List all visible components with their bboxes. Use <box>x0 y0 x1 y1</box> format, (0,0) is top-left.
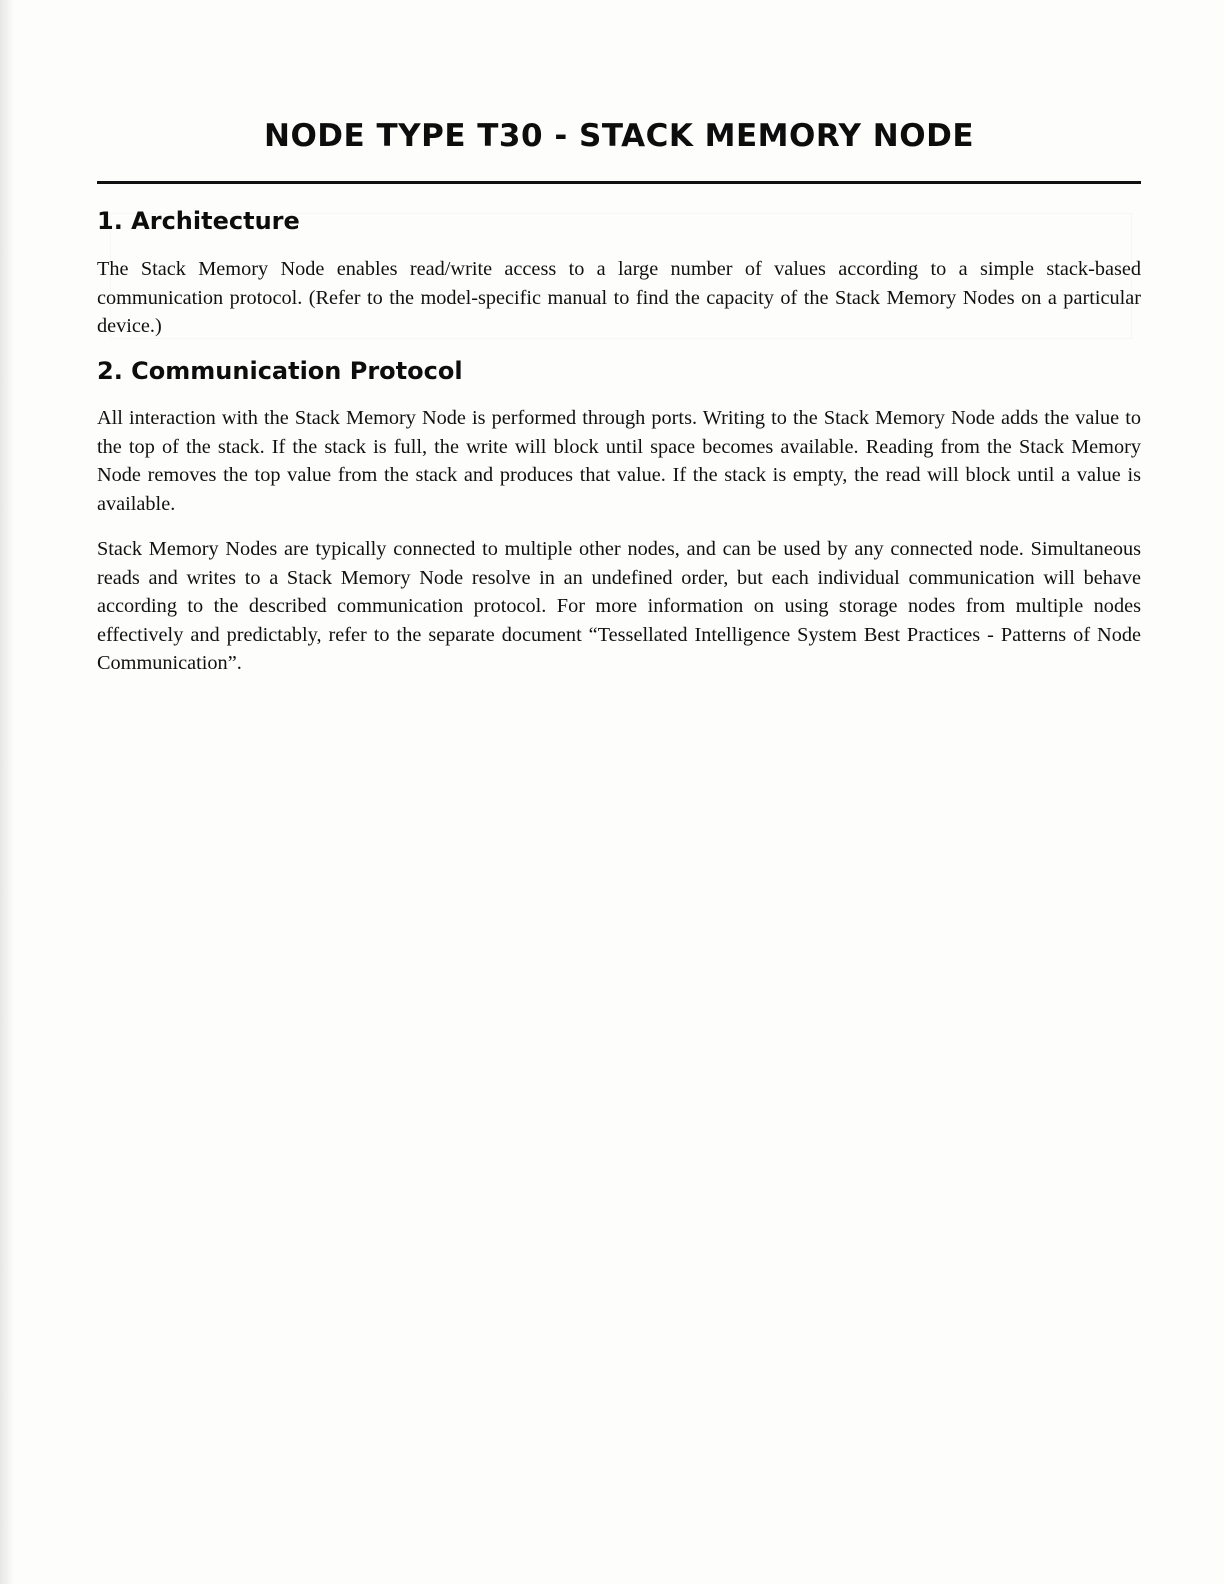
protocol-paragraph-2: Stack Memory Nodes are typically connected to multiple other nodes, and can be used by any connected node. Simultaneous reads and writes to a Stack Memory Node resolve in an undefined order, but each individual communication will behave according to the described communication protocol. For more information on using storage nodes from multiple nodes effectively and predictably, refer to the separate document “Tessellated Intelligence System Best Practices - Patterns of Node Communication”. <box>97 538 1141 675</box>
architecture-paragraph: The Stack Memory Node enables read/write access to a large number of values according to a simple stack-based communication protocol. (Refer to the model-specific manual to find the capacity of the Stack Memory Nodes on a particular device.) <box>97 258 1141 338</box>
section-heading-communication-protocol: 2. Communication Protocol <box>97 357 463 385</box>
title-divider <box>97 181 1141 184</box>
page-title: NODE TYPE T30 - STACK MEMORY NODE <box>264 118 974 154</box>
page-edge-shadow <box>0 0 14 1584</box>
protocol-paragraph-1: All interaction with the Stack Memory Node is performed through ports. Writing to the Stack Memory Node adds the value to the top of the stack. If the stack is full, the write will block until space becomes available. Reading from the Stack Memory Node removes the top value from the stack and produces that value. If the stack is empty, the read will block until a value is available. <box>97 407 1141 515</box>
section-heading-architecture: 1. Architecture <box>97 207 300 235</box>
